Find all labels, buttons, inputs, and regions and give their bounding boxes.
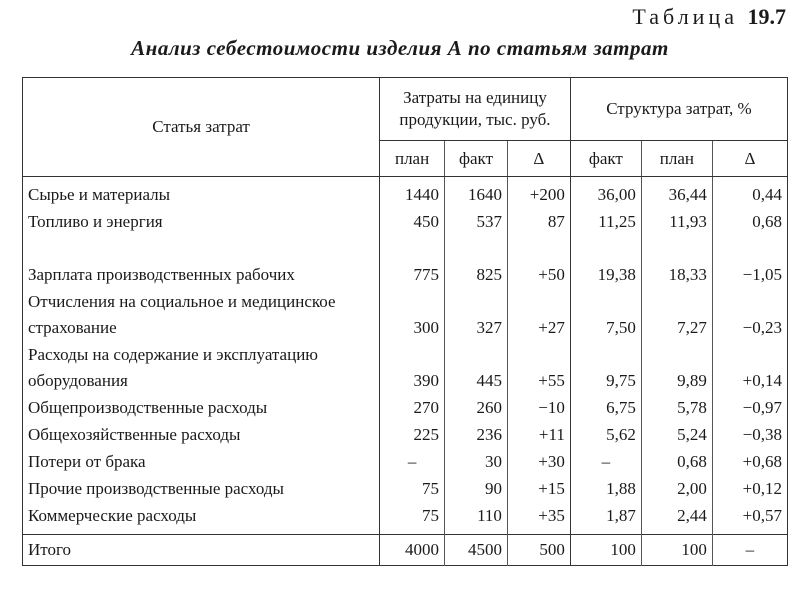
cell-structure-plan: 2,00	[641, 475, 712, 502]
cell-fact: 445	[445, 341, 508, 394]
row-name: Коммерческие расходы	[28, 506, 197, 525]
cell-fact: 260	[445, 394, 508, 421]
cell-fact: 110	[445, 502, 508, 535]
header-delta: Δ	[507, 141, 570, 177]
table-row	[23, 177, 788, 209]
cell-structure-fact: 6,75	[570, 394, 641, 421]
cell-fact: 90	[445, 475, 508, 502]
total-fact: 4500	[445, 535, 508, 566]
cell-structure-plan: 5,78	[641, 394, 712, 421]
table-number-value: 19.7	[747, 4, 786, 29]
table-row	[23, 448, 788, 475]
cell-plan: 75	[380, 475, 445, 502]
cell-delta: +30	[507, 448, 570, 475]
row-name: Топливо и энергия	[28, 212, 163, 231]
cell-delta: +27	[507, 288, 570, 341]
cell-structure-fact: 5,62	[570, 421, 641, 448]
cell-delta: +50	[507, 235, 570, 288]
table-caption: Анализ себестоимости изделия А по статьям затрат	[131, 36, 669, 60]
header-structure-plan: план	[641, 141, 712, 177]
cell-structure-plan: 2,44	[641, 502, 712, 535]
cell-plan: 775	[380, 235, 445, 288]
cell-structure-fact: 11,25	[570, 208, 641, 235]
table-row	[23, 208, 788, 235]
cell-structure-delta: +0,68	[712, 448, 787, 475]
header-costs-group: Затраты на единицу продукции, тыс. руб.	[380, 78, 571, 141]
cell-structure-fact: –	[570, 448, 641, 475]
total-structure-delta: –	[712, 535, 787, 566]
cell-structure-delta: −0,38	[712, 421, 787, 448]
table-row	[23, 394, 788, 421]
cell-structure-plan: 18,33	[641, 235, 712, 288]
total-structure-plan: 100	[641, 535, 712, 566]
cell-delta: +55	[507, 341, 570, 394]
cell-delta: 87	[507, 208, 570, 235]
cell-fact: 327	[445, 288, 508, 341]
cell-structure-fact: 1,87	[570, 502, 641, 535]
cell-plan: –	[380, 448, 445, 475]
header-structure-group: Структура затрат, %	[570, 78, 787, 141]
cell-fact: 825	[445, 235, 508, 288]
header-fact: факт	[445, 141, 508, 177]
cell-delta: −10	[507, 394, 570, 421]
cell-fact: 236	[445, 421, 508, 448]
cell-delta: +15	[507, 475, 570, 502]
cell-structure-delta: −0,23	[712, 288, 787, 341]
cell-structure-delta: 0,68	[712, 208, 787, 235]
row-name: Зарплата производственных рабочих	[28, 265, 295, 284]
header-structure-fact: факт	[570, 141, 641, 177]
cell-structure-delta: +0,57	[712, 502, 787, 535]
row-name: Прочие производственные расходы	[28, 479, 284, 498]
table-row	[23, 288, 788, 341]
table-row	[23, 421, 788, 448]
total-name: Итого	[23, 535, 380, 566]
cell-fact: 30	[445, 448, 508, 475]
cell-delta: +200	[507, 177, 570, 209]
row-name: Потери от брака	[28, 452, 146, 471]
cell-plan: 450	[380, 208, 445, 235]
cell-plan: 75	[380, 502, 445, 535]
cell-structure-fact: 9,75	[570, 341, 641, 394]
cell-structure-plan: 9,89	[641, 341, 712, 394]
row-name: Общепроизводственные расходы	[28, 398, 268, 417]
header-structure-delta: Δ	[712, 141, 787, 177]
cell-plan: 1440	[380, 177, 445, 209]
total-structure-fact: 100	[570, 535, 641, 566]
cost-analysis-table	[22, 77, 788, 566]
header-plan: план	[380, 141, 445, 177]
table-row	[23, 341, 788, 394]
cell-delta: +35	[507, 502, 570, 535]
cell-structure-plan: 0,68	[641, 448, 712, 475]
cell-structure-plan: 5,24	[641, 421, 712, 448]
table-row	[23, 502, 788, 535]
cell-plan: 300	[380, 288, 445, 341]
row-name: Общехозяйственные расходы	[28, 425, 241, 444]
total-plan: 4000	[380, 535, 445, 566]
total-row	[23, 535, 788, 566]
total-delta: 500	[507, 535, 570, 566]
row-name: Сырье и материалы	[28, 185, 171, 204]
cell-structure-delta: +0,12	[712, 475, 787, 502]
table-row	[23, 475, 788, 502]
row-name: Расходы на содержание и эксплуатацию оборудования	[28, 345, 318, 390]
table-number-label: Таблица	[632, 4, 738, 29]
cell-delta: +11	[507, 421, 570, 448]
table-row	[23, 235, 788, 288]
cell-structure-fact: 36,00	[570, 177, 641, 209]
table-number	[632, 4, 786, 30]
cell-structure-delta: 0,44	[712, 177, 787, 209]
cell-plan: 390	[380, 341, 445, 394]
cell-structure-fact: 1,88	[570, 475, 641, 502]
cell-plan: 225	[380, 421, 445, 448]
cell-structure-plan: 7,27	[641, 288, 712, 341]
cell-structure-delta: −0,97	[712, 394, 787, 421]
cell-structure-plan: 11,93	[641, 208, 712, 235]
cell-structure-plan: 36,44	[641, 177, 712, 209]
row-name: Отчисления на социальное и медицинское страхование	[28, 292, 336, 337]
cell-fact: 537	[445, 208, 508, 235]
cell-structure-fact: 19,38	[570, 235, 641, 288]
cell-structure-delta: +0,14	[712, 341, 787, 394]
cell-fact: 1640	[445, 177, 508, 209]
cell-structure-fact: 7,50	[570, 288, 641, 341]
header-item: Статья затрат	[23, 78, 380, 177]
cell-plan: 270	[380, 394, 445, 421]
cell-structure-delta: −1,05	[712, 235, 787, 288]
